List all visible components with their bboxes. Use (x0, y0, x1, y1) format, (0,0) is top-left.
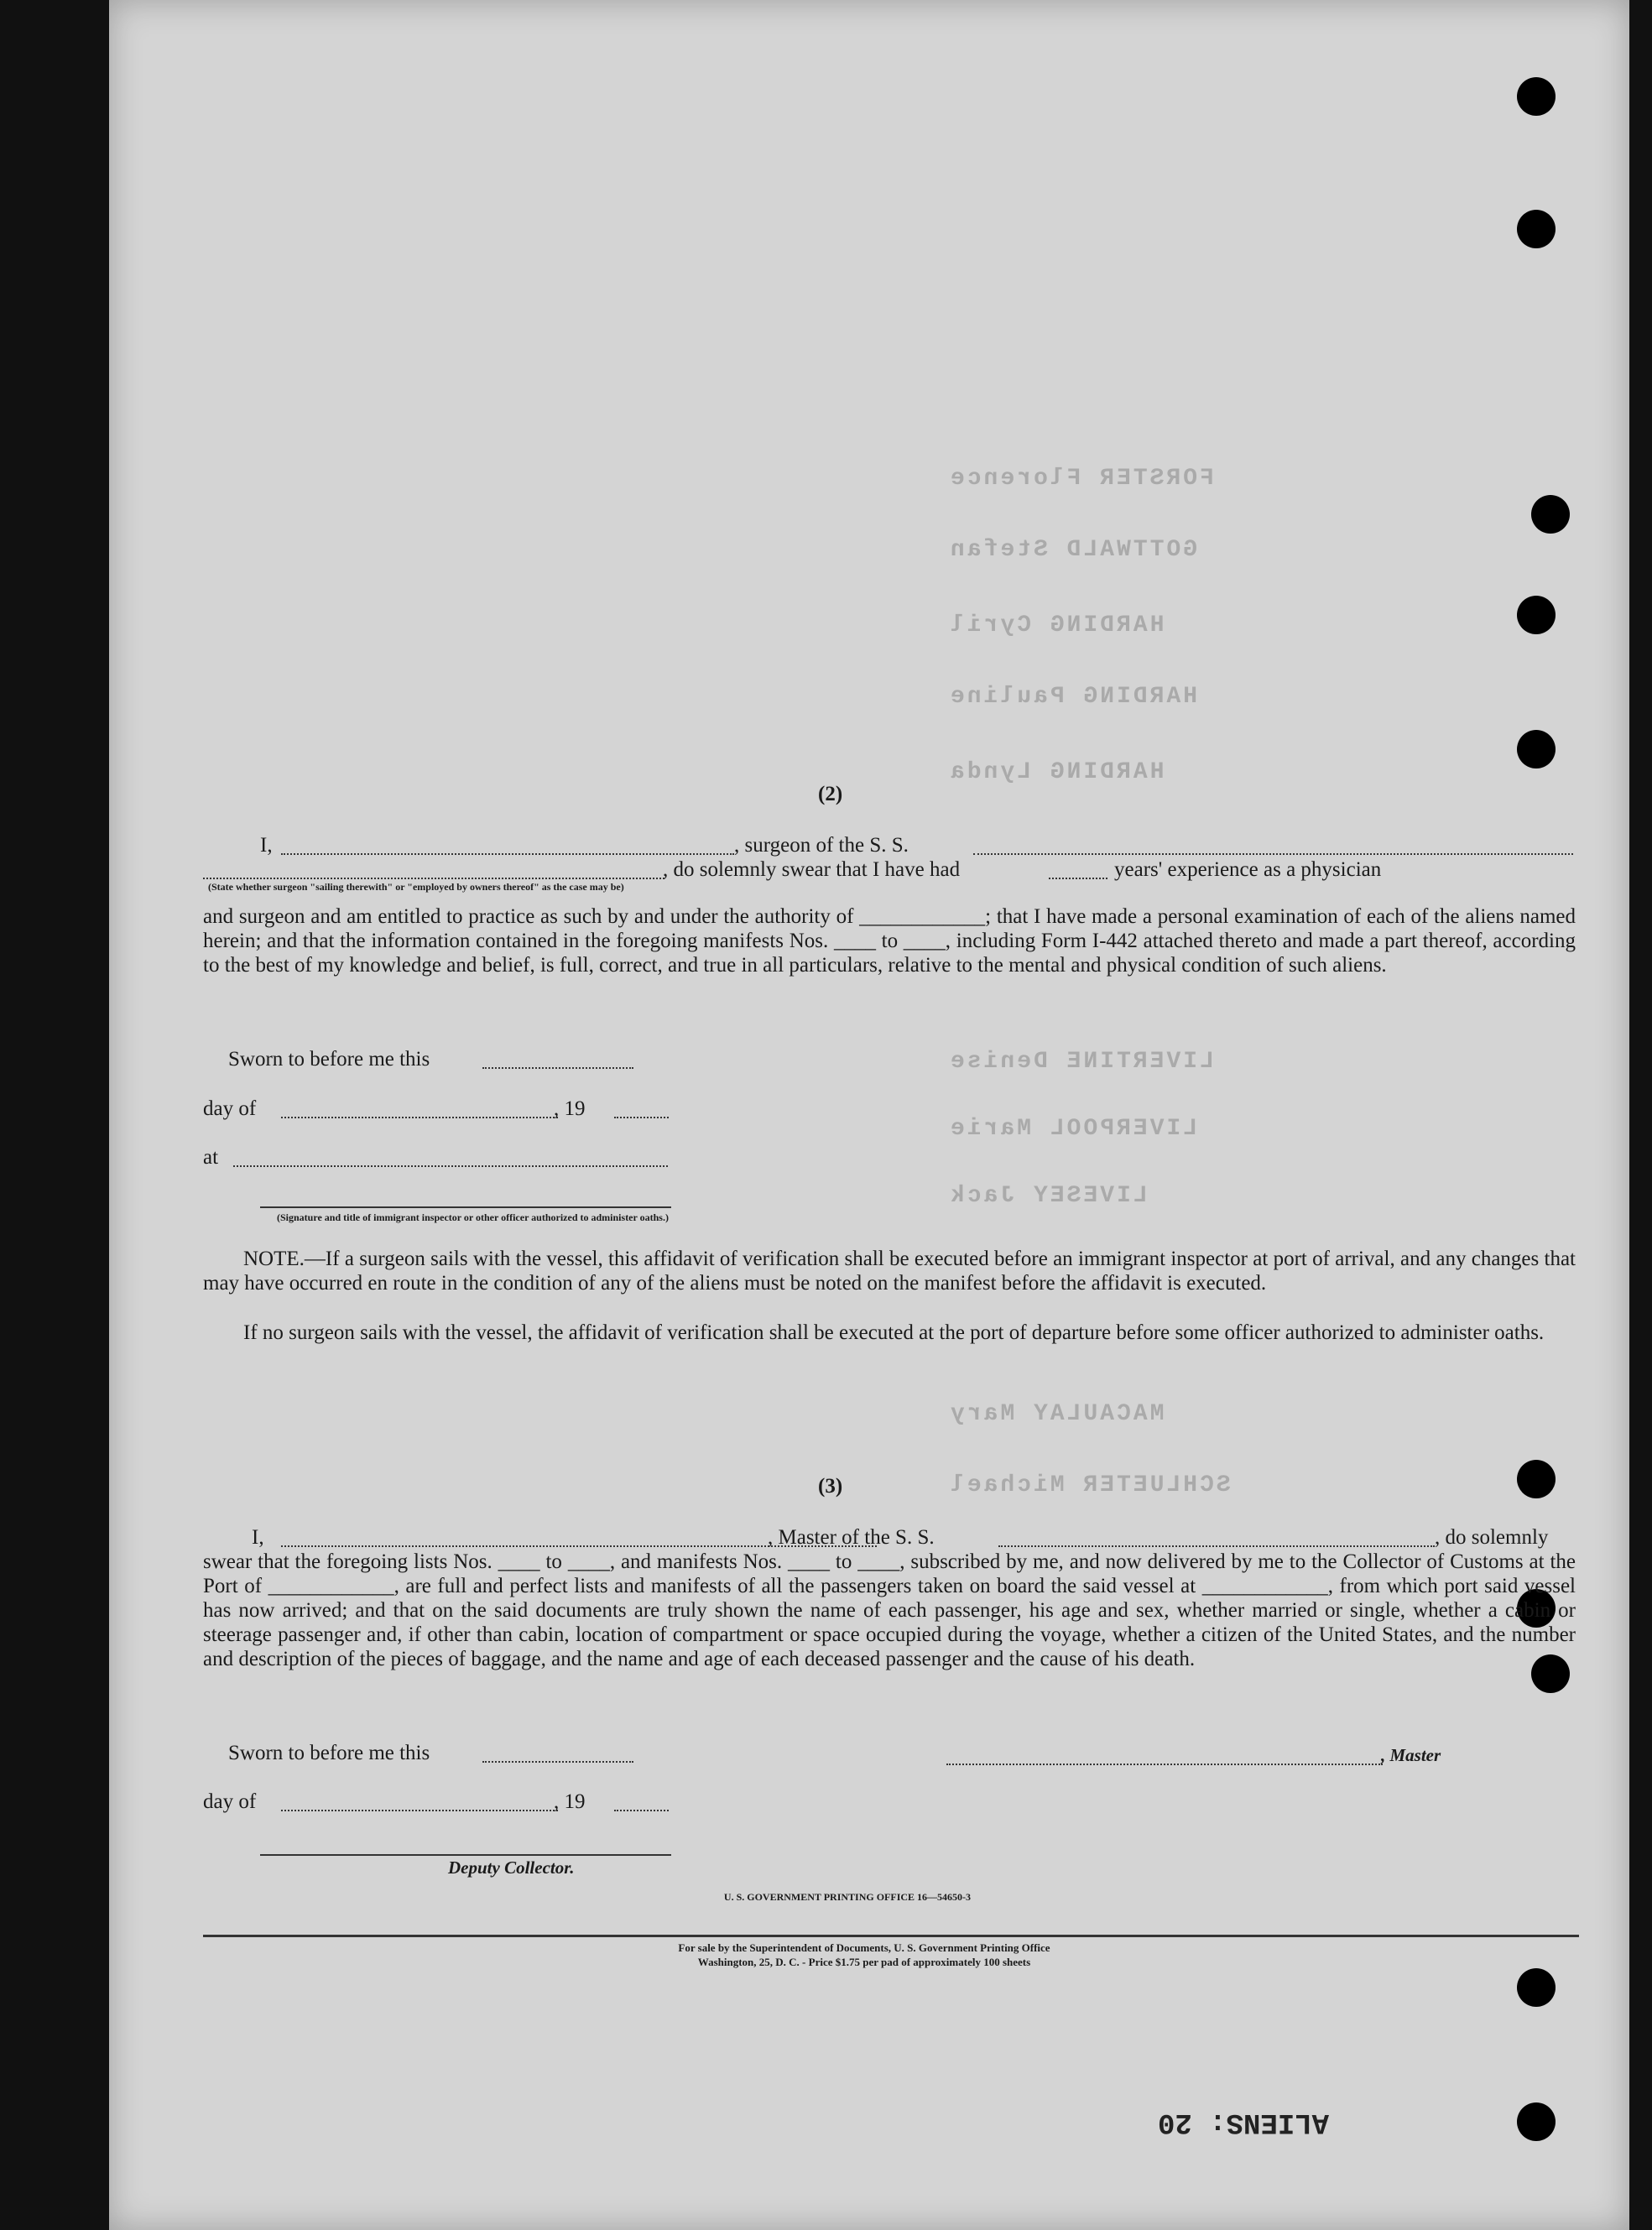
section-3-number: (3) (818, 1475, 843, 1498)
do-solemnly-label: , do solemnly (1435, 1526, 1549, 1549)
note-paragraph: NOTE.—If a surgeon sails with the vessel, this affidavit of verification shall be executed before an immigrant inspector at port of arrival, and any changes that may have occurred en route in the condition of any of the aliens must be noted on the manifest before the affidavit is executed. (203, 1248, 1576, 1295)
punch-hole (1517, 1460, 1556, 1498)
bleed-through-text: HARDING Lynda (948, 759, 1165, 785)
place-field[interactable] (233, 1165, 668, 1167)
section-3-body: swear that the foregoing lists Nos. ____ to ____, and manifests Nos. ____ to ____, subscribed by me, and now delivered by me to the Collector of Customs at the Port of ____________, are full and perfect lists and manifests of all the passengers taken on board the said vessel at ____________, from which port said vessel has now arrived; and that on the said documents are truly shown the name of each passenger, his age and sex, whether married or single, whether a cabin or steerage passenger and, if other than cabin, location of compartment or space occupied during the voyage, whether a citizen of the United States, and the number and description of the pieces of baggage, and the name and age of each deceased passenger and the cause of his death. (203, 1550, 1576, 1670)
swear-label: , do solemnly swear that I have had (663, 858, 961, 881)
bleed-through-text: LIVESEY Jack (948, 1183, 1148, 1209)
punch-hole (1517, 1968, 1556, 2007)
master-vessel-field[interactable] (998, 1545, 1435, 1547)
manifest-page (109, 0, 1629, 2230)
years-field[interactable] (1049, 878, 1107, 879)
i-label: I, (260, 834, 273, 857)
year-label: , 19 (554, 1097, 586, 1120)
page-stamp: ALIENS: 20 (1158, 2106, 1330, 2138)
surgeon-of-label: , surgeon of the S. S. (734, 834, 909, 857)
for-sale-note-2: Washington, 25, D. C. - Price $1.75 per pad of approximately 100 sheets (697, 1956, 1031, 1968)
sworn-day-field[interactable] (482, 1067, 633, 1069)
section-2-number: (2) (818, 783, 843, 805)
surgeon-status-note: (State whether surgeon "sailing therewith" or "employed by owners thereof" as the case may be) (208, 881, 624, 893)
footer-rule (203, 1935, 1579, 1937)
sworn-day-field[interactable] (482, 1761, 633, 1763)
surgeon-status-field[interactable] (203, 878, 664, 879)
for-sale-note: For sale by the Superintendent of Documents, U. S. Government Printing Office (678, 1941, 1050, 1954)
note-paragraph-2: If no surgeon sails with the vessel, the affidavit of verification shall be executed at the port of departure before some officer authorized to administer oaths. (243, 1321, 1545, 1344)
i-label: I, (252, 1526, 264, 1549)
sworn-label: Sworn to before me this (228, 1048, 430, 1071)
month-field[interactable] (281, 1810, 558, 1811)
bleed-through-text: HARDING Cyril (948, 612, 1165, 638)
bleed-through-text: LIVERPOOL Marie (948, 1116, 1198, 1142)
years-label: years' experience as a physician (1114, 858, 1382, 881)
sworn-label: Sworn to before me this (228, 1742, 430, 1764)
signature-title-note: (Signature and title of immigrant inspector or other officer authorized to administer oaths.) (277, 1211, 669, 1223)
inspector-signature-line[interactable] (260, 1206, 671, 1208)
bleed-through-text: HARDING Pauline (948, 684, 1198, 710)
surgeon-vessel-field[interactable] (973, 853, 1573, 855)
surgeon-name-field[interactable] (281, 853, 734, 855)
day-of-label: day of (203, 1790, 257, 1813)
bleed-through-text: LIVERTINE Denise (948, 1049, 1214, 1075)
year-field[interactable] (614, 1810, 669, 1811)
bleed-through-text: FORSTER Florence (948, 466, 1214, 492)
printing-office-line: U. S. GOVERNMENT PRINTING OFFICE 16—54650-3 (723, 1891, 972, 1903)
master-of-label: , Master of the S. S. (768, 1526, 935, 1549)
bleed-through-text: MACAULAY Mary (948, 1401, 1165, 1427)
master-signature-field[interactable] (946, 1764, 1383, 1765)
bleed-through-text: SCHLUETER Michael (948, 1472, 1231, 1498)
punch-hole (1531, 495, 1570, 534)
punch-hole (1517, 2102, 1556, 2141)
master-label: , Master (1381, 1745, 1441, 1765)
section-2-body: and surgeon and am entitled to practice as such by and under the authority of ____________; that I have made a personal examination of each of the aliens named herein; and that the information contained in the foregoing manifests Nos. ____ to ____, including Form I-442 attached thereto and made a part thereof, according to the best of my knowledge and belief, is full, correct, and true in all particulars, relative to the mental and physical condition of such aliens. (203, 905, 1576, 977)
year-label: , 19 (554, 1790, 586, 1813)
day-of-label: day of (203, 1097, 257, 1120)
punch-hole (1517, 210, 1556, 248)
punch-hole (1517, 596, 1556, 634)
punch-hole (1517, 77, 1556, 116)
collector-signature-line[interactable] (260, 1854, 671, 1856)
year-field[interactable] (614, 1117, 669, 1118)
deputy-collector-label: Deputy Collector. (448, 1857, 575, 1878)
at-label: at (203, 1146, 219, 1169)
bleed-through-text: GOTTWALD Stefan (948, 537, 1198, 563)
punch-hole (1517, 730, 1556, 769)
month-field[interactable] (281, 1117, 558, 1118)
